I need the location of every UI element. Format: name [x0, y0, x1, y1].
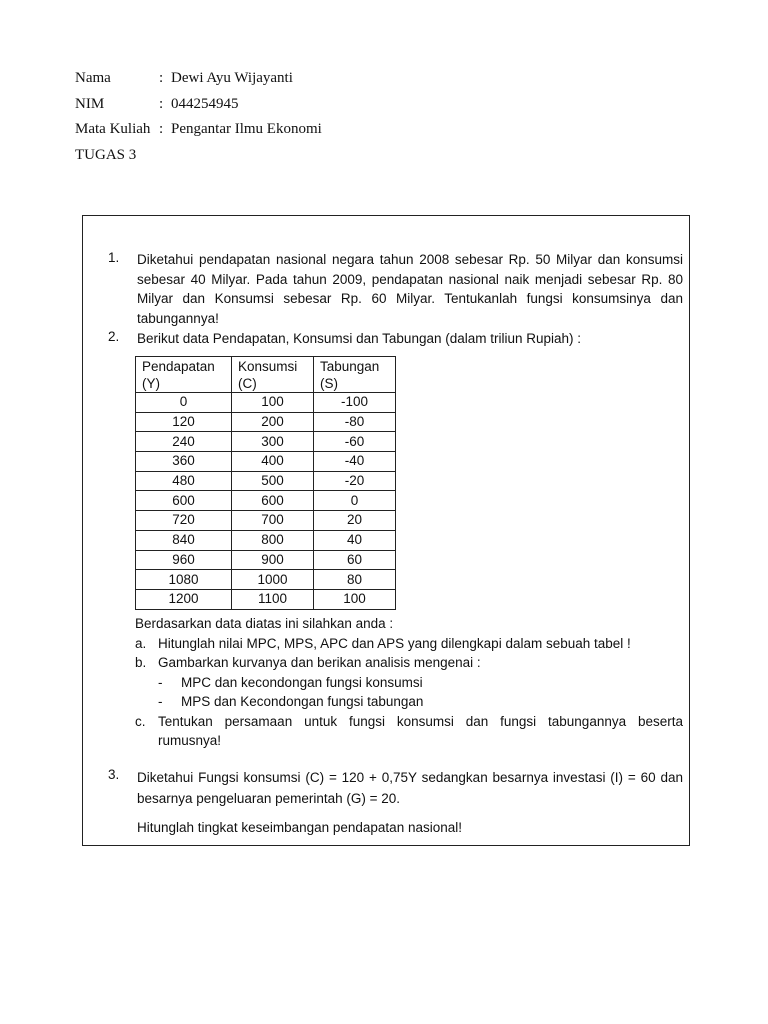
assignment-box: [82, 215, 690, 846]
cell-income: 120: [136, 412, 232, 432]
cell-consumption: 200: [232, 412, 314, 432]
task-a: [135, 634, 683, 654]
task-b: [135, 653, 683, 673]
cell-consumption: 600: [232, 491, 314, 511]
header-income: Pendapatan (Y): [136, 357, 232, 393]
cell-savings: 40: [314, 530, 396, 550]
cell-income: 1200: [136, 589, 232, 609]
cell-income: 960: [136, 550, 232, 570]
cell-savings: -20: [314, 471, 396, 491]
table-row: [136, 432, 396, 452]
task-title: TUGAS 3: [75, 146, 137, 163]
question-3-text: Diketahui Fungsi konsumsi (C) = 120 + 0,75Y sedangkan besarnya investasi (I) = 60 dan besarnya pengeluaran pemerintah (G) = 20.: [137, 770, 683, 806]
cell-savings: -80: [314, 412, 396, 432]
header-savings: Tabungan (S): [314, 357, 396, 393]
name-row: [75, 66, 322, 92]
cell-consumption: 900: [232, 550, 314, 570]
course-row: [75, 117, 322, 143]
header-consumption: Konsumsi (C): [232, 357, 314, 393]
question-2: [108, 329, 683, 349]
subtask-mpc: [135, 673, 683, 693]
cell-consumption: 1000: [232, 570, 314, 590]
course-label: Mata Kuliah: [75, 121, 151, 137]
cell-savings: 100: [314, 589, 396, 609]
subtask-mps-bullet: -: [158, 694, 163, 709]
task-b-text: Gambarkan kurvanya dan berikan analisis mengenai :: [158, 655, 481, 670]
cell-consumption: 800: [232, 530, 314, 550]
cell-savings: 0: [314, 491, 396, 511]
table-row: [136, 589, 396, 609]
cell-income: 0: [136, 393, 232, 413]
table-row: [136, 550, 396, 570]
nim-label: NIM: [75, 95, 105, 112]
table-row: [136, 530, 396, 550]
cell-consumption: 700: [232, 511, 314, 531]
cell-income: 600: [136, 491, 232, 511]
cell-consumption: 300: [232, 432, 314, 452]
cell-income: 720: [136, 511, 232, 531]
task-c-label: c.: [135, 713, 146, 729]
income-consumption-table: [135, 356, 396, 610]
cell-savings: -40: [314, 452, 396, 472]
table-row: [136, 491, 396, 511]
task-c: [135, 712, 683, 751]
nim-value: 044254945: [171, 95, 239, 112]
name-colon: :: [159, 70, 164, 86]
subtask-mps: [135, 692, 683, 712]
question-3-number: 3.: [108, 767, 120, 782]
question-1-text: Diketahui pendapatan nasional negara tahun 2008 sebesar Rp. 50 Milyar dan konsumsi sebesar 40 Milyar. Pada tahun 2009, pendapatan nasional naik menjadi sebesar Rp. 80 Milyar dan Konsumsi sebesar Rp. 60 Milyar. Tentukanlah fungsi konsumsinya dan tabungannya!: [137, 252, 683, 326]
nim-colon: :: [159, 95, 164, 112]
nim-row: [75, 92, 322, 118]
cell-income: 480: [136, 471, 232, 491]
cell-savings: -100: [314, 393, 396, 413]
question-2-number: 2.: [108, 329, 120, 344]
subtask-mpc-bullet: -: [158, 674, 163, 690]
question-2-tasks: [135, 614, 683, 751]
cell-savings: 60: [314, 550, 396, 570]
course-colon: :: [159, 121, 164, 137]
question-1-number: 1.: [108, 250, 120, 265]
table-row: [136, 452, 396, 472]
question-3: [108, 767, 683, 809]
tasks-intro: Berdasarkan data diatas ini silahkan anda :: [135, 616, 394, 631]
subtask-mpc-text: MPC dan kecondongan fungsi konsumsi: [181, 674, 423, 690]
cell-income: 240: [136, 432, 232, 452]
task-b-label: b.: [135, 655, 147, 670]
course-value: Pengantar Ilmu Ekonomi: [171, 121, 322, 137]
task-a-text: Hitunglah nilai MPC, MPS, APC dan APS yang dilengkapi dalam sebuah tabel !: [158, 635, 631, 651]
table-body: [136, 393, 396, 610]
cell-income: 840: [136, 530, 232, 550]
table-row: [136, 511, 396, 531]
name-value: Dewi Ayu Wijayanti: [171, 70, 293, 86]
table-row: [136, 412, 396, 432]
subtask-mps-text: MPS dan Kecondongan fungsi tabungan: [181, 694, 424, 709]
cell-consumption: 1100: [232, 589, 314, 609]
cell-consumption: 400: [232, 452, 314, 472]
table-header-row: [136, 357, 396, 393]
cell-savings: 80: [314, 570, 396, 590]
question-1: [108, 250, 683, 328]
cell-consumption: 100: [232, 393, 314, 413]
cell-income: 1080: [136, 570, 232, 590]
question-3-instruction: Hitunglah tingkat keseimbangan pendapatan nasional!: [137, 820, 462, 835]
table-row: [136, 570, 396, 590]
name-label: Nama: [75, 70, 111, 86]
cell-income: 360: [136, 452, 232, 472]
cell-savings: -60: [314, 432, 396, 452]
question-2-text: Berikut data Pendapatan, Konsumsi dan Tabungan (dalam triliun Rupiah) :: [137, 331, 582, 346]
table-row: [136, 471, 396, 491]
student-info: [75, 66, 322, 168]
cell-consumption: 500: [232, 471, 314, 491]
table-row: [136, 393, 396, 413]
task-a-label: a.: [135, 635, 147, 651]
task-c-text: Tentukan persamaan untuk fungsi konsumsi dan fungsi tabungannya beserta rumusnya!: [158, 713, 683, 748]
cell-savings: 20: [314, 511, 396, 531]
